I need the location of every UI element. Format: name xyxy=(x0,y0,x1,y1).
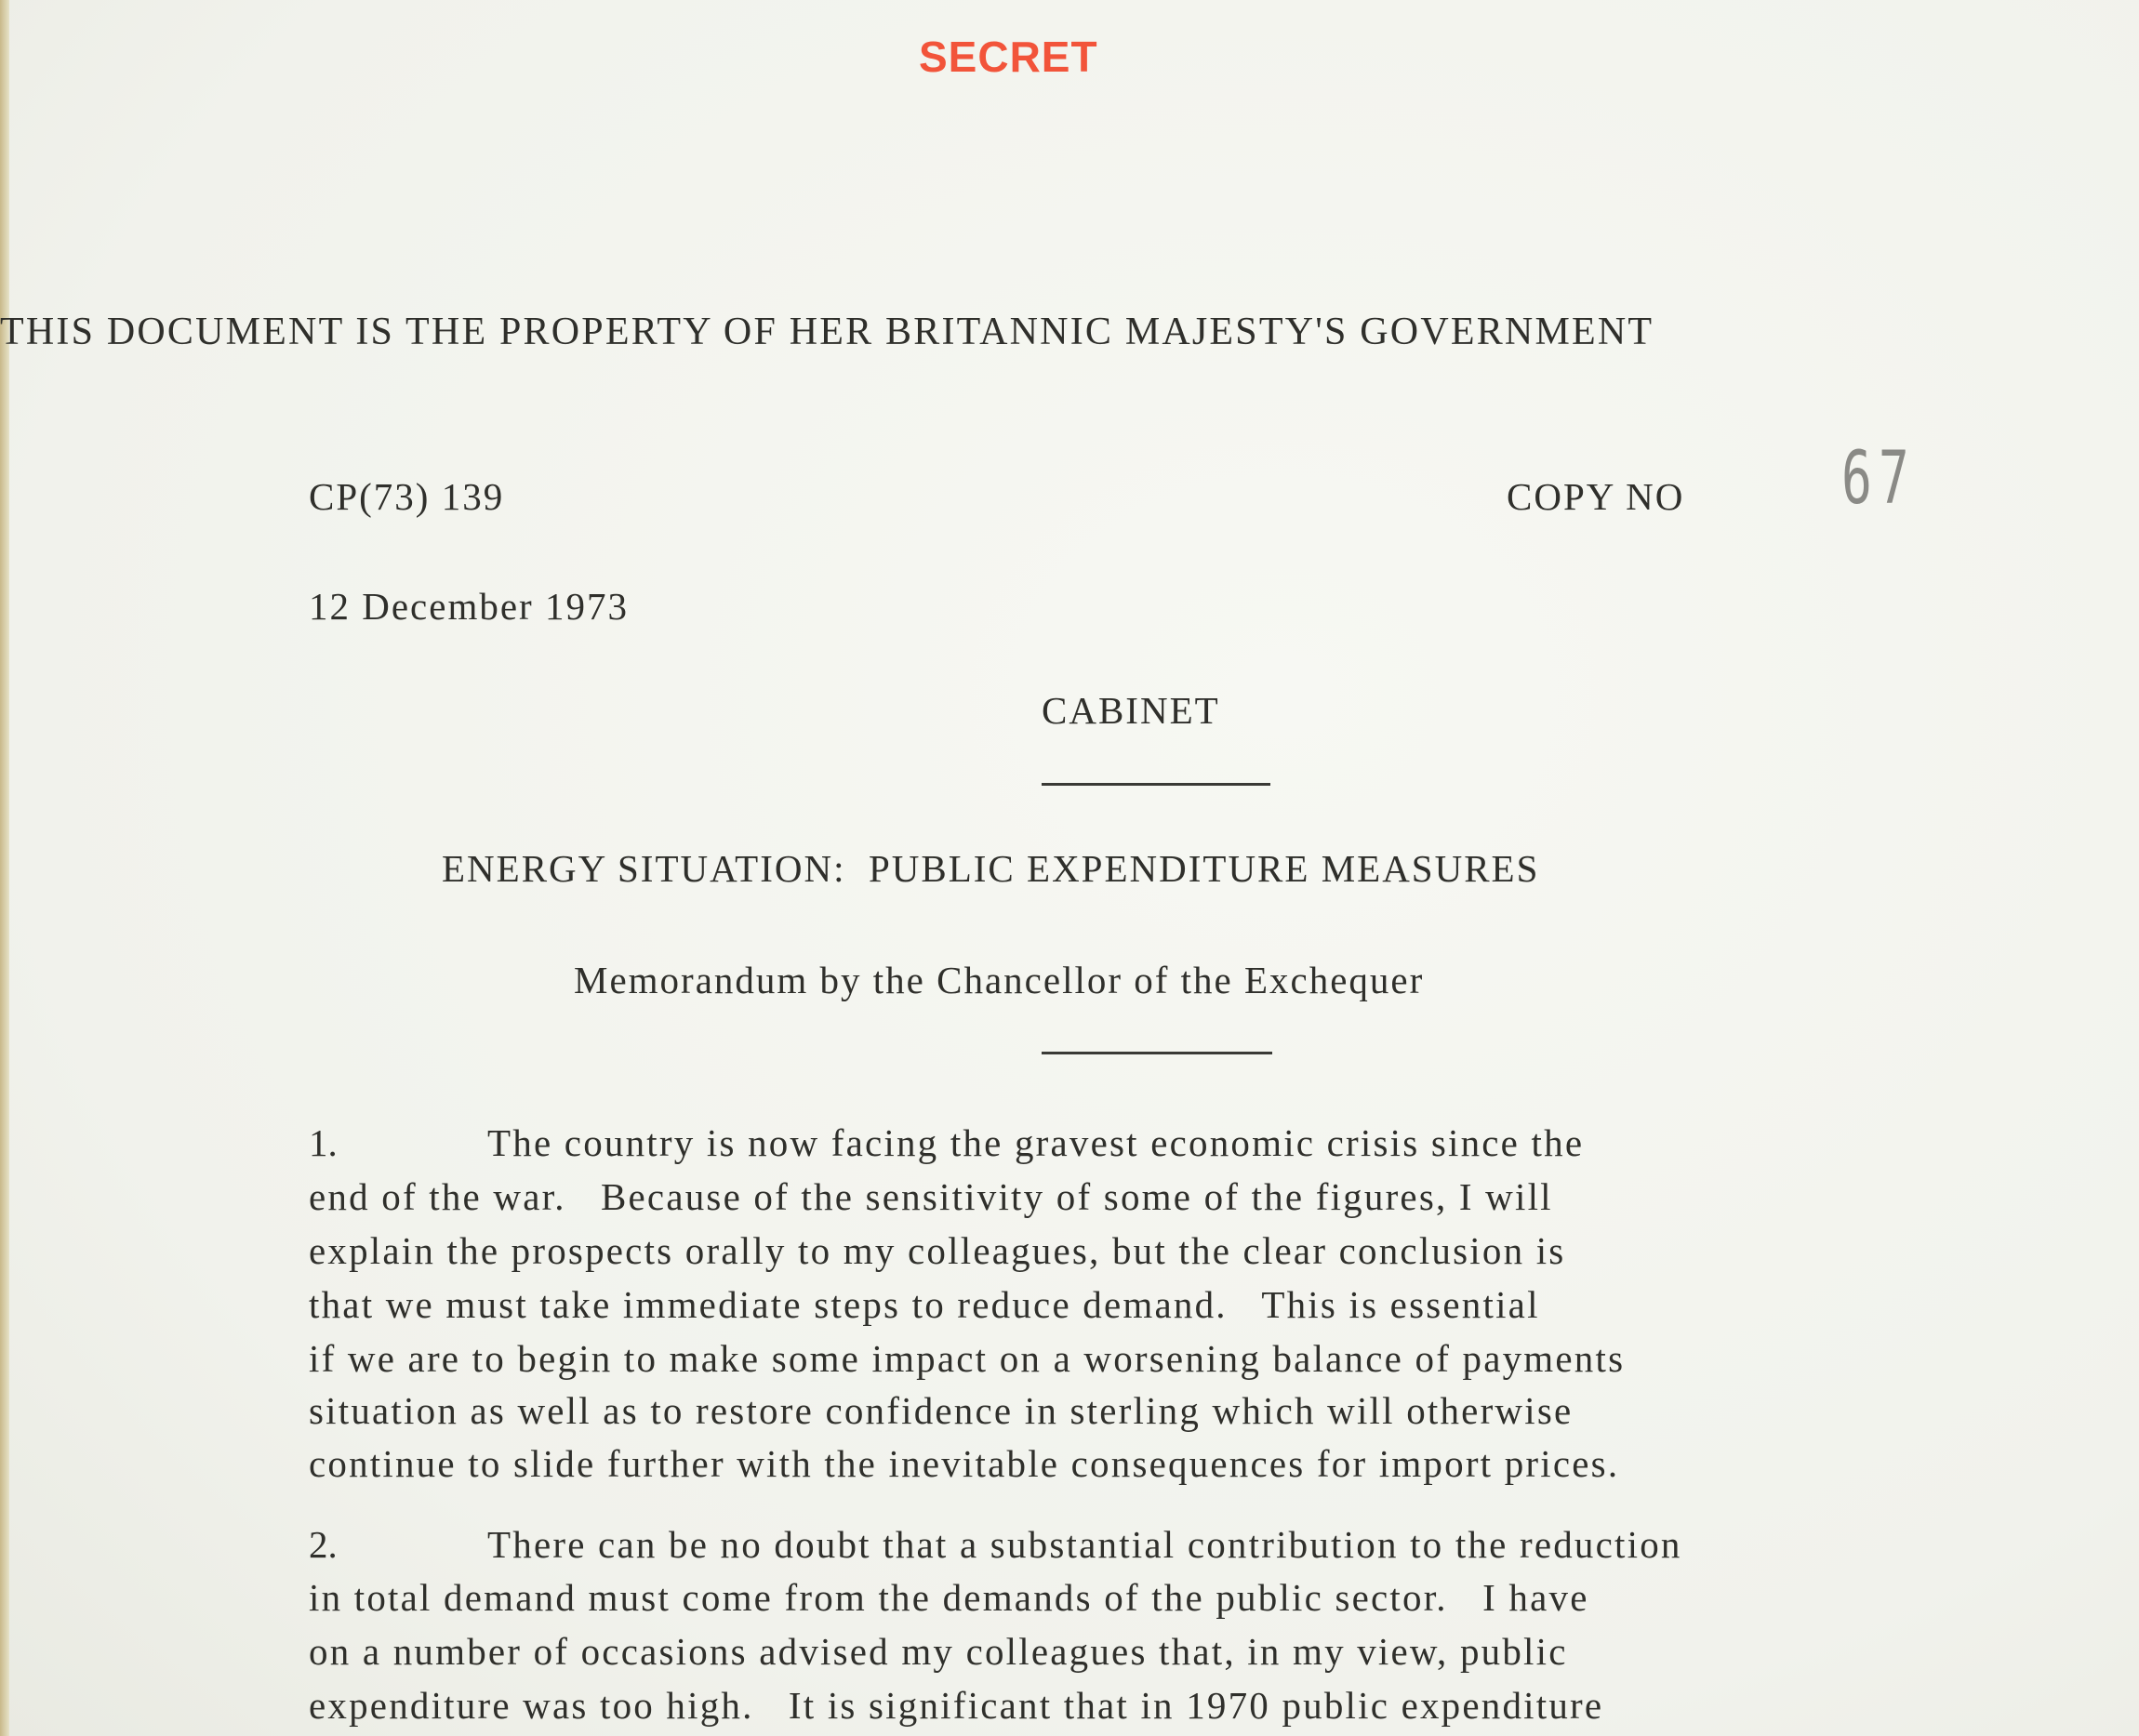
paragraph-number: 2. xyxy=(309,1523,338,1566)
property-line: THIS DOCUMENT IS THE PROPERTY OF HER BRITANNIC MAJESTY'S GOVERNMENT xyxy=(0,311,1654,353)
paragraph-line: explain the prospects orally to my colleagues, but the clear conclusion is xyxy=(309,1229,1566,1272)
classification-stamp: SECRET xyxy=(919,33,1098,81)
paragraph-line: There can be no doubt that a substantial contribution to the reduction xyxy=(487,1523,1682,1566)
paragraph-line: The country is now facing the gravest economic crisis since the xyxy=(487,1121,1585,1164)
paragraph-line: continue to slide further with the inevitable consequences for import prices. xyxy=(309,1442,1620,1485)
memo-subtitle: Memorandum by the Chancellor of the Exchequer xyxy=(574,959,1425,1001)
paragraph-number: 1. xyxy=(309,1121,338,1164)
document-date: 12 December 1973 xyxy=(309,585,629,628)
copy-number-label: COPY NO xyxy=(1507,475,1685,518)
paragraph-line: if we are to begin to make some impact on a worsening balance of payments xyxy=(309,1337,1626,1380)
paragraph-line: end of the war. Because of the sensitivity of some of the figures, I will xyxy=(309,1175,1553,1218)
paragraph-line: expenditure was too high. It is significant that in 1970 public expenditure xyxy=(309,1684,1604,1727)
paragraph-line: that we must take immediate steps to reduce demand. This is essential xyxy=(309,1283,1540,1326)
page-edge xyxy=(0,0,9,1736)
divider-rule xyxy=(1042,783,1270,786)
paragraph-line: in total demand must come from the demands of the public sector. I have xyxy=(309,1576,1589,1619)
cabinet-heading: CABINET xyxy=(1042,689,1220,732)
memo-title: ENERGY SITUATION: PUBLIC EXPENDITURE MEASURES xyxy=(442,847,1540,890)
divider-rule xyxy=(1042,1052,1272,1054)
copy-number-stamp: 67 xyxy=(1841,437,1916,521)
paragraph-line: on a number of occasions advised my colleagues that, in my view, public xyxy=(309,1630,1568,1673)
document-reference: CP(73) 139 xyxy=(309,475,505,518)
paragraph-line: situation as well as to restore confidence in sterling which will otherwise xyxy=(309,1389,1574,1432)
